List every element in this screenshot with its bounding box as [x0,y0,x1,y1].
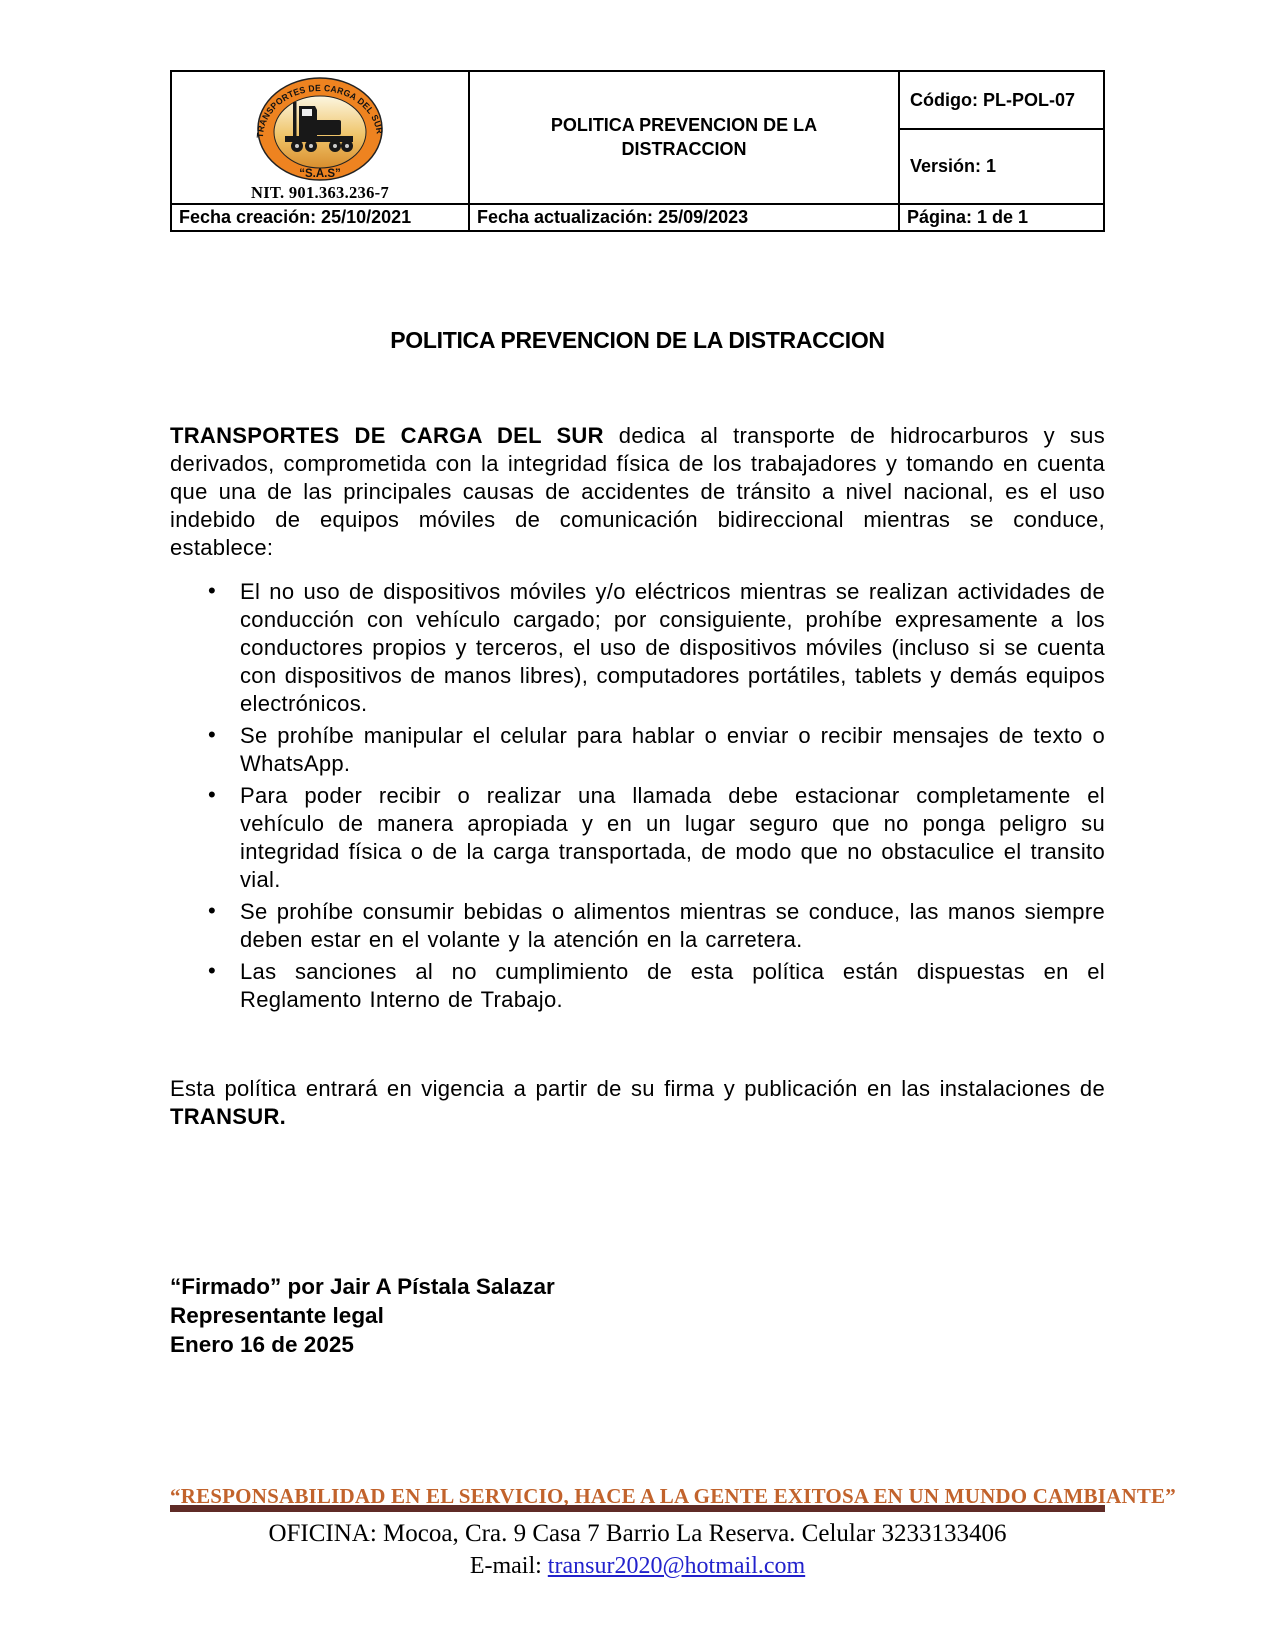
list-item: • Para poder recibir o realizar una llamada debe estacionar completamente el vehículo de manera apropiada y en un lugar seguro que no ponga peligro su integridad física o de la carga transportada, de modo que no obstaculice el transito vial. [170,782,1105,894]
document-version: Versión: 1 [910,156,997,176]
header-document-title: POLITICA PREVENCION DE LA DISTRACCION [550,115,818,159]
signature-line: “Firmado” por Jair A Pístala Salazar [170,1274,555,1299]
document-code: Código: PL-POL-07 [900,72,1103,130]
header-meta-cell [900,72,1103,203]
intro-paragraph [170,422,1105,562]
list-item: • El no uso de dispositivos móviles y/o eléctricos mientras se realizan actividades de conducción con vehículo cargado; por consiguiente, prohíbe expresamente a los conductores propios y terceros, el uso de dispositivos móviles (incluso si se cuenta con dispositivos de manos libres), computadores portátiles, tablets y demás equipos electrónicos. [170,578,1105,718]
signature-role: Representante legal [170,1303,384,1328]
email-label: E-mail: [469,1553,548,1579]
closing-company-bold: TRANSUR. [170,1104,287,1129]
logo-sas-text: “S.A.S” [299,168,341,180]
fecha-creacion: Fecha creación: 25/10/2021 [172,203,470,230]
logo-arc-text: TRANSPORTES DE CARGA DEL SUR [255,82,385,139]
company-name-bold: TRANSPORTES DE CARGA DEL SUR [170,423,604,448]
footer-slogan: “RESPONSABILIDAD EN EL SERVICIO, HACE A LA GENTE EXITOSA EN UN MUNDO CAMBIANTE” [170,1484,1176,1508]
list-item: • Se prohíbe consumir bebidas o alimentos mientras se conduce, las manos siempre deben estar en el volante y la atención en la carretera. [170,898,1105,954]
email-link[interactable]: transur2020@hotmail.com [547,1553,806,1579]
pagina: Página: 1 de 1 [900,203,1103,230]
footer-office-line: OFICINA: Mocoa, Cra. 9 Casa 7 Barrio La Reserva. Celular 3233133406 [268,1520,1007,1547]
logo-cell [172,72,470,203]
intro-text: dedica al transporte de hidrocarburos y sus derivados, comprometida con la integridad física de los trabajadores y tomando en cuenta que una de las principales causas de accidentes de tránsito a nivel nacional, es el uso indebido de equipos móviles de comunicación bidireccional mientras se conduce, establece: [170,423,1105,560]
list-item: • Las sanciones al no cumplimiento de esta política están dispuestas en el Reglamento Interno de Trabajo. [170,958,1105,1014]
company-logo-icon [255,76,385,182]
closing-paragraph [170,1075,1105,1131]
footer-email-line [170,1553,1105,1580]
fecha-actualizacion: Fecha actualización: 25/09/2023 [470,203,900,230]
signature-block [170,1272,1105,1359]
header-title-cell [470,72,900,203]
list-item: • Se prohíbe manipular el celular para hablar o enviar o recibir mensajes de texto o WhatsApp. [170,722,1105,778]
policy-bullet-list [170,578,1105,1018]
company-nit: NIT. 901.363.236-7 [250,183,389,202]
footer-divider [170,1505,1105,1512]
header-table [170,70,1105,232]
closing-text: Esta política entrará en vigencia a partir de su firma y publicación en las instalaciones de [170,1076,1105,1101]
page-title: POLITICA PREVENCION DE LA DISTRACCION [390,327,885,354]
signature-date: Enero 16 de 2025 [170,1332,354,1357]
